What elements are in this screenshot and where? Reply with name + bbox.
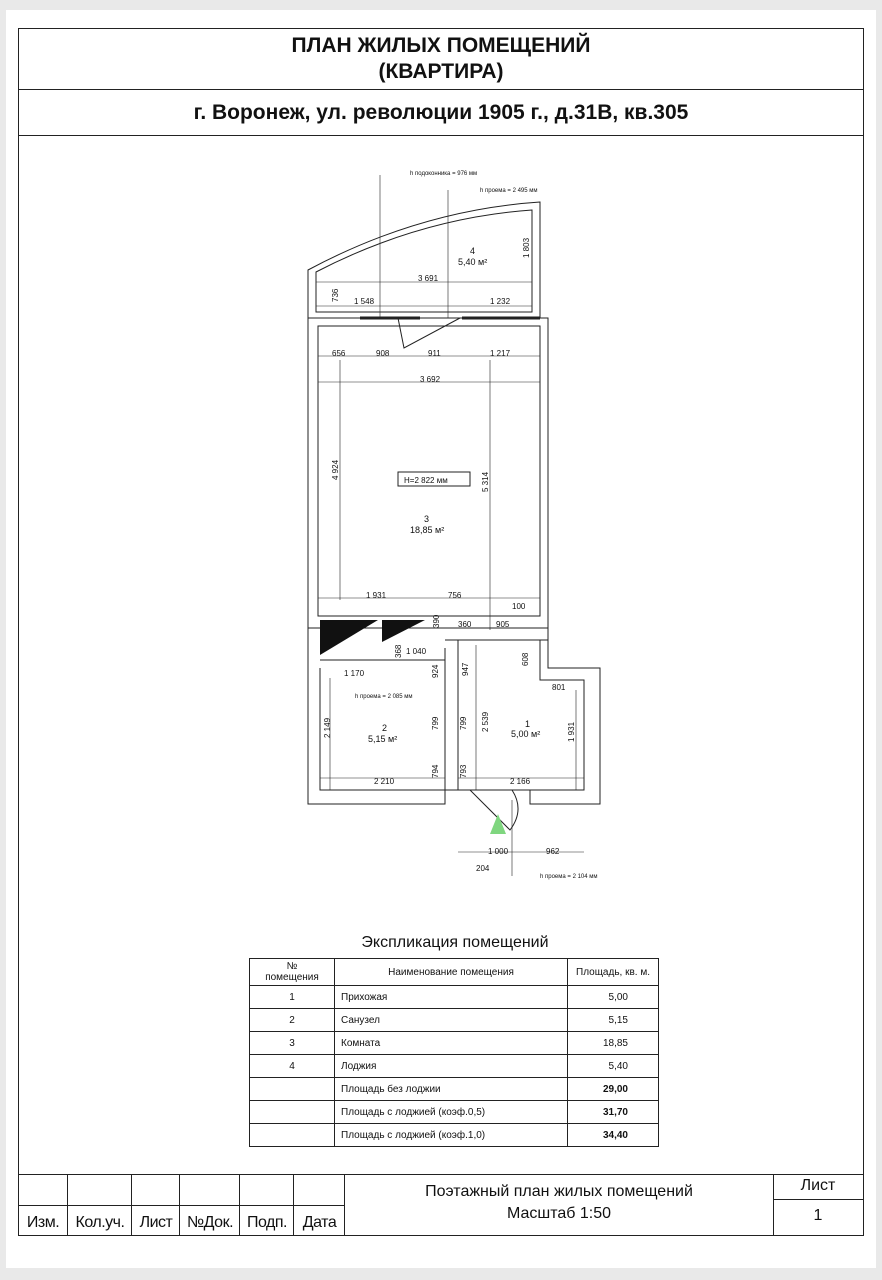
table-header-row (250, 959, 659, 986)
dimension: 793 (459, 764, 468, 778)
dimension: 100 (512, 602, 526, 611)
sheet-number: 1 (813, 1207, 823, 1224)
stamp-col-podp: Подп. (247, 1214, 287, 1231)
dimension: 204 (476, 864, 490, 873)
dimension: 1 931 (366, 591, 387, 600)
stamp-col-kol: Кол.уч. (75, 1214, 125, 1231)
header-name: Наименование помещения (335, 959, 568, 986)
note-sill: h подоконника = 976 мм (410, 171, 478, 177)
total-row: Площадь с лоджией (коэф.1,0) 34,40 (250, 1124, 659, 1147)
dimension: 736 (331, 288, 340, 302)
dimension: 1 803 (522, 237, 531, 258)
stamp-col-list: Лист (139, 1214, 173, 1231)
room-area: 5,15 м² (368, 734, 398, 744)
table-row: 4 Лоджия 5,40 (250, 1055, 659, 1078)
total-row: Площадь без лоджии 29,00 (250, 1078, 659, 1101)
header-area: Площадь, кв. м. (568, 959, 659, 986)
table-row: 2 Санузел 5,15 (250, 1009, 659, 1032)
header-num: № помещения (250, 959, 335, 986)
dimension: 911 (428, 349, 441, 358)
loggia-door (398, 318, 460, 348)
table-row: 3 Комната 18,85 (250, 1032, 659, 1055)
note-opening: h проема = 2 495 мм (480, 188, 538, 194)
dimension: 908 (376, 349, 390, 358)
explication-table (249, 958, 659, 1147)
total-row: Площадь с лоджией (коэф.0,5) 31,70 (250, 1101, 659, 1124)
explication-title: Экспликация помещений (361, 934, 549, 951)
sheet-label: Лист (800, 1177, 836, 1194)
dimension: 608 (521, 652, 530, 666)
dimension: 1 217 (490, 349, 511, 358)
wardrobe (382, 620, 425, 642)
stamp-col-doc: №Док. (186, 1214, 234, 1231)
room-number: 3 (424, 514, 430, 524)
dimension: 1 170 (344, 669, 365, 678)
title-stamp (18, 1174, 864, 1236)
ceiling-height: H=2 822 мм (404, 476, 448, 485)
dimension: 801 (552, 683, 566, 692)
dimension: 756 (448, 591, 462, 600)
dimension: 656 (332, 349, 346, 358)
dimension: 1 000 (488, 847, 509, 856)
dimension: 2 539 (481, 711, 490, 732)
page-title: ПЛАН ЖИЛЫХ ПОМЕЩЕНИЙ (291, 34, 591, 57)
wardrobe (320, 620, 378, 655)
dimension: 924 (431, 664, 440, 678)
room-number: 4 (470, 246, 476, 256)
stamp-title: Поэтажный план жилых помещений Масштаб 1:50 (425, 1183, 693, 1222)
dimension: 947 (461, 662, 470, 676)
dimension: 5 314 (481, 471, 490, 492)
dimension: 1 931 (567, 721, 576, 742)
stamp-col-date: Дата (302, 1214, 337, 1231)
lower-wall (308, 628, 600, 804)
stamp-col-izm: Изм. (26, 1214, 60, 1231)
dimension: 3 692 (420, 375, 441, 384)
dimension: 368 (394, 644, 403, 658)
address-line: г. Воронеж, ул. революции 1905 г., д.31В, кв.305 (18, 90, 864, 136)
dimension: 799 (431, 716, 440, 730)
room-number: 2 (382, 723, 388, 733)
room-wall-inner (318, 326, 540, 616)
room-area: 5,00 м² (511, 729, 541, 739)
dimension: 2 210 (374, 777, 395, 786)
table-row: 1 Прихожая 5,00 (250, 986, 659, 1009)
dimension: 1 232 (490, 297, 511, 306)
dimension: 2 166 (510, 777, 531, 786)
dimension: 905 (496, 620, 510, 629)
note-opening: h проема = 2 085 мм (355, 694, 413, 700)
room-area: 18,85 м² (410, 525, 445, 535)
room-wall (308, 318, 548, 628)
dimension: 360 (458, 620, 472, 629)
dimension: 962 (546, 847, 560, 856)
dimension: 799 (459, 716, 468, 730)
dimension: 1 548 (354, 297, 375, 306)
dimension: 1 040 (406, 647, 427, 656)
page-subtitle: (КВАРТИРА) (378, 60, 504, 83)
dimension: 4 924 (331, 459, 340, 480)
room-number: 1 (525, 719, 531, 729)
dimension: 3 691 (418, 274, 439, 283)
room-area: 5,40 м² (458, 257, 488, 267)
dimension: 390 (432, 614, 441, 628)
note-opening: h проема = 2 104 мм (540, 874, 598, 880)
dimension: 2 149 (323, 717, 332, 738)
dimension: 794 (431, 764, 440, 778)
